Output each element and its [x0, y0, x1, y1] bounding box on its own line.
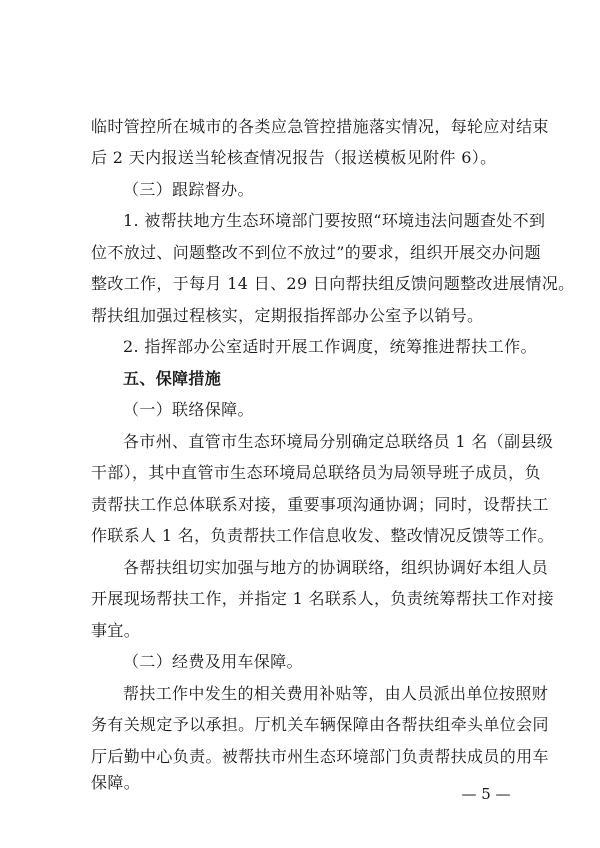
- body-text-line: 厅后勤中心负责。被帮扶市州生态环境部门负责帮扶成员的用车: [91, 747, 549, 766]
- body-text-line: 保障。: [91, 773, 141, 792]
- body-text-line: 作联系人 1 名，负责帮扶工作信息收发、整改情况反馈等工作。: [91, 526, 554, 545]
- body-text-line: 帮扶组加强过程核实，定期报指挥部办公室予以销号。: [91, 306, 484, 325]
- body-text-line: 干部），其中直管市生态环境局总联络员为局领导班子成员，负: [91, 463, 541, 482]
- subsection-heading: （一）联络保障。: [123, 400, 254, 419]
- body-text-line: 整改工作，于每月 14 日、29 日向帮扶组反馈问题整改进展情况。: [91, 274, 575, 293]
- subsection-heading: （二）经费及用车保障。: [123, 652, 303, 671]
- body-text-line: 各帮扶组切实加强与地方的协调联络，组织协调好本组人员: [123, 558, 549, 577]
- body-text-line: 帮扶工作中发生的相关费用补贴等，由人员派出单位按照财: [123, 684, 549, 703]
- body-text-line: 临时管控所在城市的各类应急管控措施落实情况，每轮应对结束: [91, 117, 549, 136]
- body-text-line: 事宜。: [91, 621, 141, 640]
- page-number: — 5 —: [461, 785, 511, 803]
- section-heading: 五、保障措施: [123, 369, 222, 388]
- body-text-line: 开展现场帮扶工作，并指定 1 名联系人，负责统筹帮扶工作对接: [91, 589, 554, 608]
- body-text-line: 2. 指挥部办公室适时开展工作调度，统筹推进帮扶工作。: [123, 337, 537, 356]
- body-text-line: 各市州、直管市生态环境局分别确定总联络员 1 名（副县级: [123, 432, 554, 451]
- body-text-line: 1. 被帮扶地方生态环境部门要按照“环境违法问题查处不到: [123, 211, 546, 230]
- body-text-line: 责帮扶工作总体联系对接，重要事项沟通协调；同时，设帮扶工: [91, 495, 549, 514]
- body-text-line: 位不放过、问题整改不到位不放过”的要求，组织开展交办问题: [91, 243, 541, 262]
- subsection-heading: （三）跟踪督办。: [123, 180, 254, 199]
- body-text-line: 务有关规定予以承担。厅机关车辆保障由各帮扶组牵头单位会同: [91, 715, 549, 734]
- body-text-line: 后 2 天内报送当轮核查情况报告（报送模板见附件 6）。: [91, 148, 497, 167]
